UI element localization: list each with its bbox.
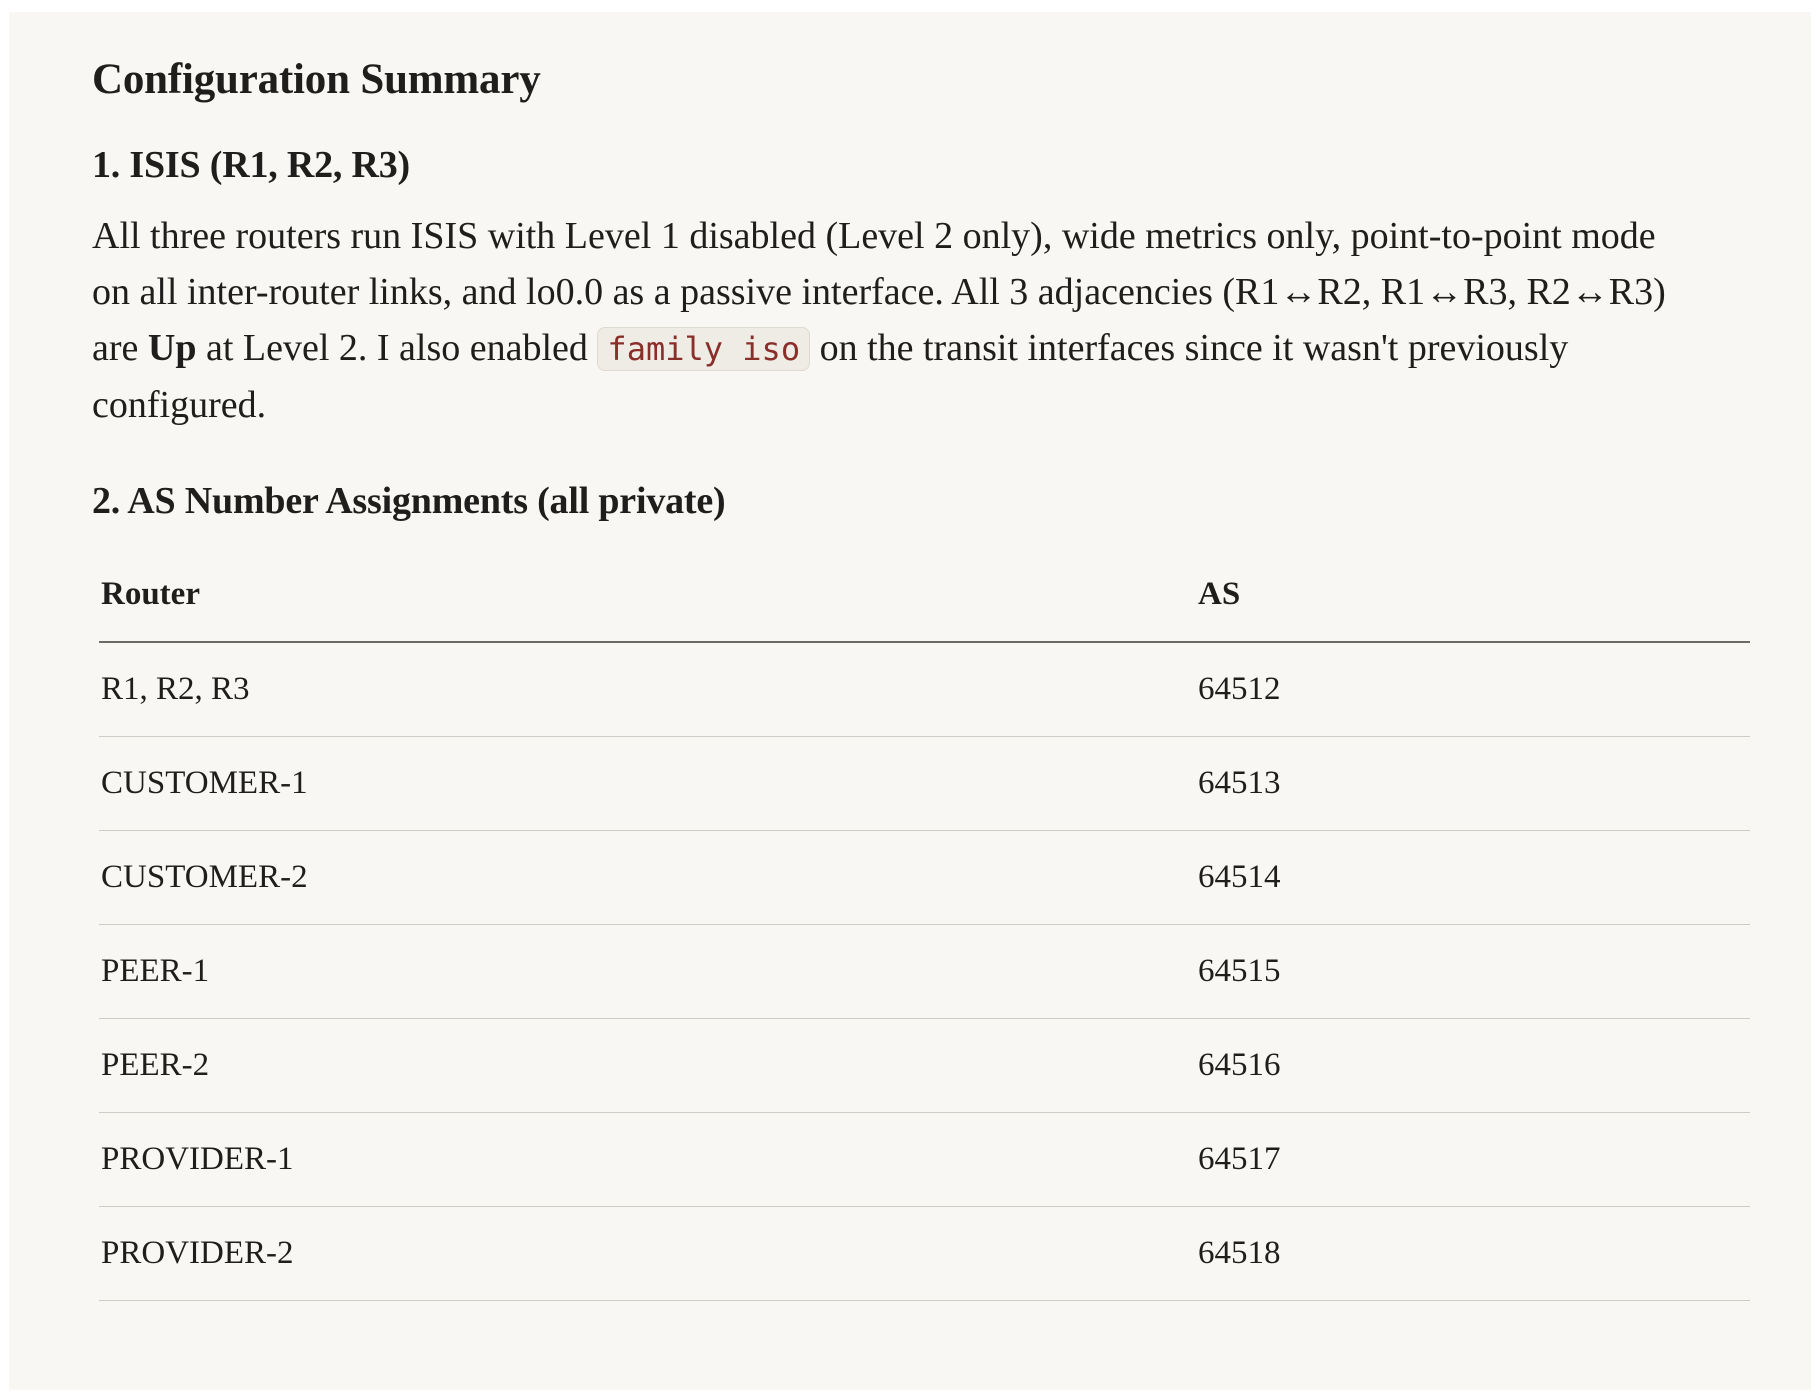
message-panel (9, 12, 1811, 1390)
router-cell: R1, R2, R3 (99, 642, 1196, 737)
isis-paragraph (92, 208, 1692, 433)
status-up-text: Up (147, 327, 197, 370)
router-cell: PEER-1 (99, 924, 1196, 1018)
as-cell: 64515 (1196, 924, 1750, 1018)
table-row (99, 642, 1750, 737)
router-cell: PROVIDER-2 (99, 1206, 1196, 1300)
inline-code-family-iso: family iso (597, 327, 810, 371)
paragraph-text-end: on the transit interfaces since it wasn't previously configured. (92, 327, 1569, 427)
router-cell: PEER-2 (99, 1018, 1196, 1112)
table-row (99, 924, 1750, 1018)
table-row (99, 1206, 1750, 1300)
message-content (92, 52, 1742, 1301)
router-cell: PROVIDER-1 (99, 1112, 1196, 1206)
as-cell: 64518 (1196, 1206, 1750, 1300)
paragraph-text-middle: at Level 2. I also enabled (196, 327, 598, 370)
table-row (99, 830, 1750, 924)
table-row (99, 1018, 1750, 1112)
section-heading-as-numbers: 2. AS Number Assignments (all private) (92, 480, 726, 523)
as-assignments-table (99, 549, 1750, 1301)
section-heading-isis: 1. ISIS (R1, R2, R3) (92, 143, 410, 186)
as-cell: 64514 (1196, 830, 1750, 924)
column-header-as: AS (1196, 549, 1750, 642)
as-cell: 64513 (1196, 736, 1750, 830)
column-header-router: Router (99, 549, 1196, 642)
as-cell: 64512 (1196, 642, 1750, 737)
as-cell: 64517 (1196, 1112, 1750, 1206)
router-cell: CUSTOMER-1 (99, 736, 1196, 830)
table-header-row (99, 549, 1750, 642)
table-row (99, 1112, 1750, 1206)
table-row (99, 736, 1750, 830)
paragraph-text-start: All three routers run ISIS with Level 1 disabled (Level 2 only), wide metrics only, point-to-point mode on all inter-router links, and lo0.0 as a passive interface. All 3 adjacencies (R1↔R2, R1↔R3, R2↔R3) are (92, 215, 1666, 370)
as-cell: 64516 (1196, 1018, 1750, 1112)
page-title: Configuration Summary (92, 56, 541, 103)
router-cell: CUSTOMER-2 (99, 830, 1196, 924)
